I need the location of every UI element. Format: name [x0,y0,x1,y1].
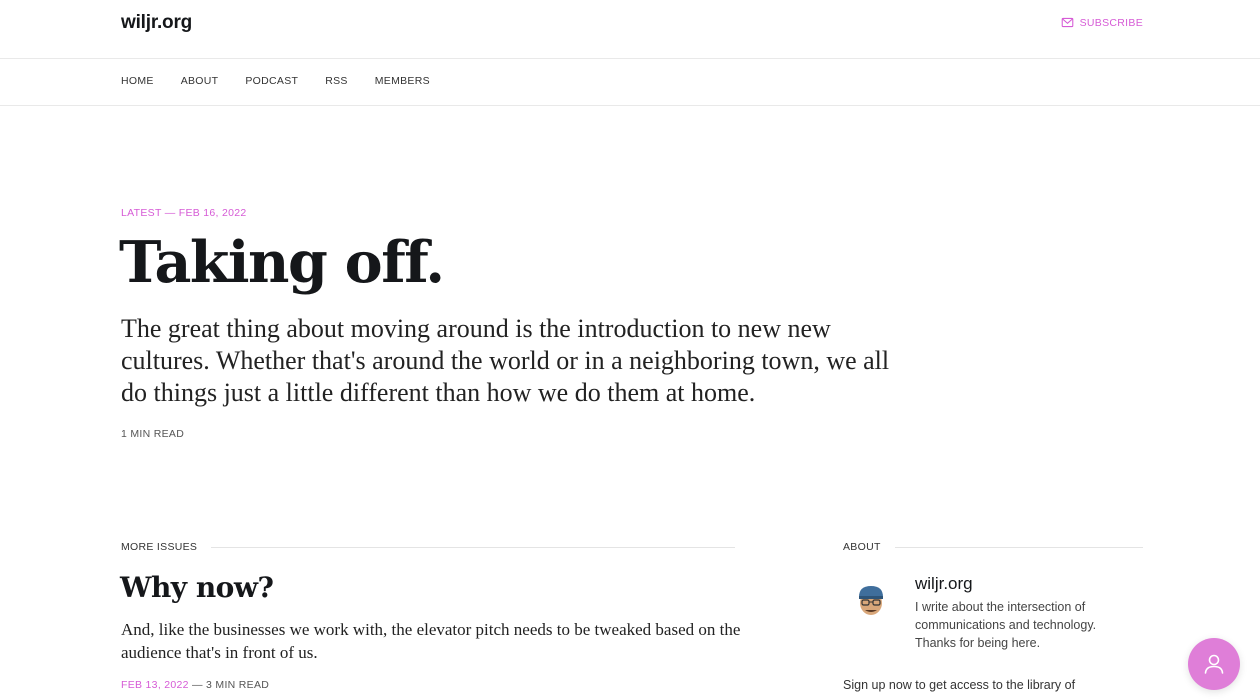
about-description: I write about the intersection of communications and technology. Thanks for being here. [915,600,1097,650]
hero-excerpt[interactable]: The great thing about moving around is the introduction to new new cultures. Whether that's around the world or in a neighboring town, we all do things just a little different than how we do them at home. [121,314,890,407]
post-meta [121,679,269,691]
about-label: ABOUT [843,541,881,553]
mail-icon [1061,16,1074,29]
more-issues-label: MORE ISSUES [121,541,198,553]
about-heading [843,541,1143,553]
member-portal-button[interactable] [1188,638,1240,690]
nav-item-rss[interactable]: RSS [325,75,348,87]
about-name: wiljr.org [915,574,973,593]
subscribe-button[interactable] [1061,16,1143,29]
site-header [0,0,1260,59]
nav-item-about[interactable]: ABOUT [180,75,219,87]
post-date: FEB 13, 2022 [121,679,189,691]
site-logo[interactable]: wiljr.org [121,12,193,33]
user-icon [1202,652,1226,676]
post-excerpt[interactable]: And, like the businesses we work with, the elevator pitch needs to be tweaked based on the audience that's in front of us. [121,620,741,662]
hero-title[interactable]: Taking off. [119,229,444,296]
divider [211,547,735,548]
divider [895,547,1143,548]
post-title[interactable]: Why now? [120,571,274,604]
post-read-time: — 3 MIN READ [188,679,270,691]
subscribe-label: SUBSCRIBE [1079,16,1143,29]
nav-list [121,75,430,87]
nav-item-members[interactable]: MEMBERS [374,75,430,87]
nav-item-podcast[interactable]: PODCAST [245,75,299,87]
main-nav [0,59,1260,106]
memoji-avatar [856,583,886,617]
hero-read-time: 1 MIN READ [121,428,185,440]
more-issues-heading [121,541,735,553]
nav-item-home[interactable]: HOME [121,75,154,87]
signup-text: Sign up now to get access to the library of [843,678,1076,692]
hero-meta: LATEST — FEB 16, 2022 [121,207,247,219]
